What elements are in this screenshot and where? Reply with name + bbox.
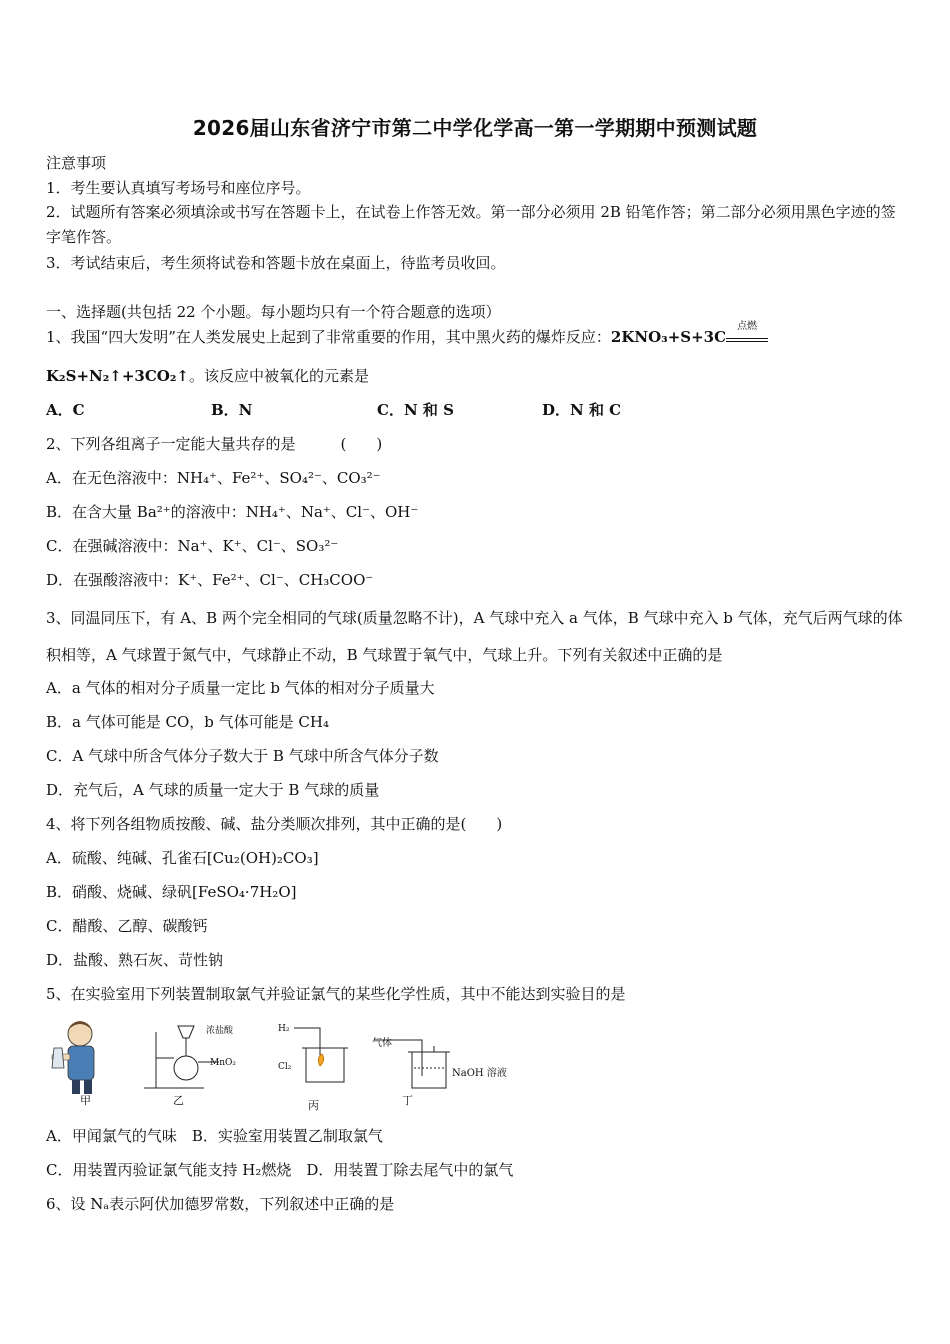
page-title: 2026届山东省济宁市第二中学化学高一第一学期期中预测试题 [192, 116, 758, 140]
q4-option-d[interactable]: D．盐酸、熟石灰、苛性钠 [46, 951, 224, 969]
q1-options [46, 399, 908, 421]
person-illustration [52, 1021, 94, 1094]
q1-stem-text: 1、我国“四大发明”在人类发展史上起到了非常重要的作用，其中黑火药的爆炸反应： [46, 328, 611, 346]
q2-option-c[interactable]: C．在强碱溶液中：Na⁺、K⁺、Cl⁻、SO₃²⁻ [46, 537, 339, 555]
q4-option-a[interactable]: A．硫酸、纯碱、孔雀石[Cu₂(OH)₂CO₃] [46, 849, 319, 867]
q3-option-d[interactable]: D．充气后，A 气球的质量一定大于 B 气球的质量 [46, 781, 380, 799]
figure-label-jia: 甲 [80, 1094, 91, 1107]
reaction-condition [726, 321, 768, 342]
q2-option-b[interactable]: B．在含大量 Ba²⁺的溶液中：NH₄⁺、Na⁺、Cl⁻、OH⁻ [46, 503, 419, 521]
label-gas: 气体 [372, 1038, 392, 1049]
q1-stem-end: 。该反应中被氧化的元素是 [189, 367, 370, 385]
q2-stem: 2、下列各组离子一定能大量共存的是 ( ) [46, 435, 383, 453]
reaction-condition-label: 点燃 [737, 321, 758, 332]
q5-options-row2[interactable]: C．用装置丙验证氯气能支持 H₂燃烧 D．用装置丁除去尾气中的氯气 [46, 1161, 514, 1179]
q1-stem-continued [46, 365, 908, 387]
q3-option-c[interactable]: C．A 气球中所含气体分子数大于 B 气球中所含气体分子数 [46, 747, 439, 765]
q3-stem: 3、同温同压下，有 A、B 两个完全相同的气球(质量忽略不计)，A 气球中充入 a 气体，B 气球中充入 b 气体，充气后两气球的体积相等，A 气球置于氮气中，气球静止不动，B 气球置于氧气中，气球上升。下列有关叙述中正确的是 [46, 609, 903, 664]
q4-option-b[interactable]: B．硝酸、烧碱、绿矾[FeSO₄·7H₂O] [46, 883, 297, 901]
q1-option-c[interactable]: C．N 和 S [377, 401, 454, 419]
label-cl2: Cl₂ [278, 1062, 292, 1072]
label-naoh: NaOH 溶液 [452, 1068, 507, 1079]
notice-item-2: 2．试题所有答案必须填涂或书写在答题卡上，在试卷上作答无效。第一部分必须用 2B 铅笔作答；第二部分必须用黑色字迹的签字笔作答。 [46, 203, 896, 246]
figure-label-yi: 乙 [173, 1094, 184, 1107]
combustion-apparatus [294, 1028, 348, 1082]
q1-equation-right: K₂S+N₂↑+3CO₂↑ [46, 367, 190, 385]
q1-option-d[interactable]: D．N 和 C [542, 401, 622, 419]
equals-arrow [726, 338, 768, 342]
q3-option-b[interactable]: B．a 气体可能是 CO，b 气体可能是 CH₄ [46, 713, 329, 731]
label-mno2: MnO₂ [210, 1058, 236, 1068]
q2-option-d[interactable]: D．在强酸溶液中：K⁺、Fe²⁺、Cl⁻、CH₃COO⁻ [46, 571, 374, 589]
q1-equation-left: 2KNO₃+S+3C [610, 328, 727, 346]
label-h2: H₂ [278, 1024, 290, 1034]
q3-option-a[interactable]: A．a 气体的相对分子质量一定比 b 气体的相对分子质量大 [46, 679, 435, 697]
q4-option-c[interactable]: C．醋酸、乙醇、碳酸钙 [46, 917, 208, 935]
notice-heading: 注意事项 [46, 154, 107, 172]
q6-stem: 6、设 Nₐ表示阿伏加德罗常数，下列叙述中正确的是 [46, 1195, 395, 1213]
q5-stem: 5、在实验室用下列装置制取氯气并验证氯气的某些化学性质，其中不能达到实验目的是 [46, 985, 626, 1003]
q1-stem [46, 321, 908, 348]
figure-label-ding: 丁 [402, 1094, 413, 1107]
q5-options-row1[interactable]: A．甲闻氯气的气味 B．实验室用装置乙制取氯气 [46, 1127, 383, 1145]
section-heading: 一、选择题(共包括 22 个小题。每小题均只有一个符合题意的选项） [46, 303, 501, 321]
label-conc-hcl: 浓盐酸 [206, 1026, 234, 1036]
q2-option-a[interactable]: A．在无色溶液中：NH₄⁺、Fe²⁺、SO₄²⁻、CO₃²⁻ [46, 469, 381, 487]
q1-option-a[interactable]: A．C [46, 401, 85, 419]
q4-stem: 4、将下列各组物质按酸、碱、盐分类顺次排列，其中正确的是( ) [46, 815, 503, 833]
figure-label-bing: 丙 [308, 1099, 319, 1112]
notice-item-1: 1．考生要认真填写考场号和座位序号。 [46, 179, 311, 197]
q1-option-b[interactable]: B．N [211, 401, 253, 419]
notice-item-3: 3．考试结束后，考生须将试卷和答题卡放在桌面上，待监考员收回。 [46, 254, 506, 272]
